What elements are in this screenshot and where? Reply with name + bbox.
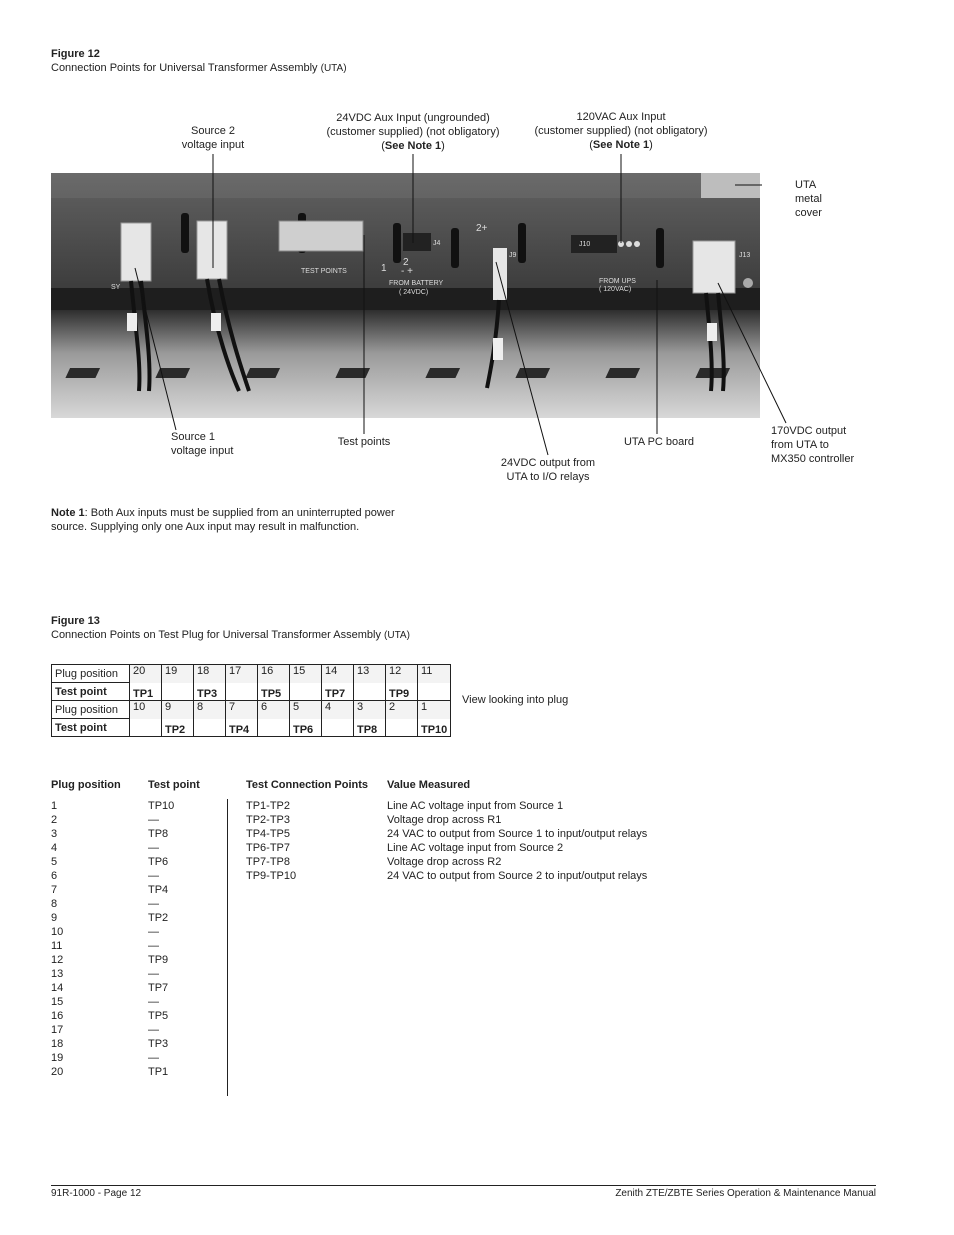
list-item-position: 2 xyxy=(51,814,58,826)
board-j4-text: J4 xyxy=(433,240,441,247)
top-tests-cell: TP9 xyxy=(386,683,418,701)
footer-right: Zenith ZTE/ZBTE Series Operation & Maintenance Manual xyxy=(615,1188,876,1199)
list-divider xyxy=(227,799,228,1096)
list-item-position: 5 xyxy=(51,856,58,868)
top-positions-cell: 15 xyxy=(290,665,322,683)
footer-left: 91R-1000 - Page 12 xyxy=(51,1188,142,1199)
list-item-value: Voltage drop across R2 xyxy=(387,856,502,868)
list-item-point: TP4 xyxy=(148,884,169,896)
list-values xyxy=(387,799,647,883)
list-item-position: 19 xyxy=(51,1052,64,1064)
board-test-points-text: TEST POINTS xyxy=(301,268,347,275)
list-connections xyxy=(246,799,296,883)
list-points xyxy=(148,799,174,1079)
list-item-value: Voltage drop across R1 xyxy=(387,814,502,826)
plug-position-label: Plug position xyxy=(52,665,130,683)
callout-pc-board: UTA PC board xyxy=(623,436,695,448)
callout-out24: 24VDC output from UTA to I/O relays xyxy=(500,457,596,483)
list-item-value: 24 VAC to output from Source 2 to input/output relays xyxy=(387,870,648,882)
callout-aux120: 120VAC Aux Input (customer supplied) (not obligatory) (See Note 1) xyxy=(534,111,708,151)
list-item-position: 8 xyxy=(51,898,58,910)
list-item-value: Line AC voltage input from Source 1 xyxy=(387,800,564,812)
callout-out170: 170VDC output from UTA to MX350 controller xyxy=(771,425,855,465)
board-ups-v-text: ( 120VAC) xyxy=(599,286,632,293)
test-point-label: Test point xyxy=(52,683,130,701)
list-item-connection: TP4-TP5 xyxy=(246,828,291,840)
callout-test-points: Test points xyxy=(337,436,391,448)
bottom-tests-cell: TP6 xyxy=(290,719,322,737)
top-positions-cell: 18 xyxy=(194,665,226,683)
bottom-tests-cell: TP8 xyxy=(354,719,386,737)
list-item-point: TP7 xyxy=(148,982,169,994)
top-positions-cell: 14 xyxy=(322,665,354,683)
list-item-point: — xyxy=(148,842,159,854)
bottom-tests-cell: TP10 xyxy=(418,719,451,737)
top-tests-cell xyxy=(418,683,451,701)
callout-source1: Source 1 voltage input xyxy=(171,431,234,457)
note-1: Note 1: Both Aux inputs must be supplied from an uninterrupted power source. Supplying only one Aux input may result in malfunction. xyxy=(51,507,395,533)
plug-row-bottom-tests xyxy=(52,719,451,737)
list-item-point: — xyxy=(148,814,159,826)
list-item-point: — xyxy=(148,898,159,910)
header-test-connection-points: Test Connection Points xyxy=(246,779,369,791)
callout-aux24: 24VDC Aux Input (ungrounded) (customer supplied) (not obligatory) (See Note 1) xyxy=(326,112,500,152)
bottom-positions-cell: 3 xyxy=(354,701,386,719)
top-positions-cell: 11 xyxy=(418,665,451,683)
top-tests-cell: TP3 xyxy=(194,683,226,701)
plug-grid xyxy=(51,664,451,737)
top-tests-cell: TP7 xyxy=(322,683,354,701)
bottom-positions-cell: 1 xyxy=(418,701,451,719)
board-sy-text: SY xyxy=(111,284,121,291)
bottom-tests-cell xyxy=(386,719,418,737)
plug-row-bottom-positions xyxy=(52,701,451,719)
list-item-point: — xyxy=(148,1052,159,1064)
list-item-position: 16 xyxy=(51,1010,64,1022)
bottom-positions-cell: 5 xyxy=(290,701,322,719)
board-pin1-text: 1 xyxy=(381,263,387,274)
top-positions-cell: 16 xyxy=(258,665,290,683)
list-item-position: 1 xyxy=(51,800,58,812)
list-item-position: 11 xyxy=(51,940,63,952)
plug-position-label: Plug position xyxy=(52,701,130,719)
top-positions-cell: 20 xyxy=(130,665,162,683)
list-item-point: TP3 xyxy=(148,1038,169,1050)
list-item-point: — xyxy=(148,1024,159,1036)
list-item-point: TP2 xyxy=(148,912,169,924)
top-positions-cell: 19 xyxy=(162,665,194,683)
list-item-position: 4 xyxy=(51,842,58,854)
plug-row-top-tests xyxy=(52,683,451,701)
bottom-positions-cell: 6 xyxy=(258,701,290,719)
header-value-measured: Value Measured xyxy=(387,779,471,791)
test-point-label: Test point xyxy=(52,719,130,737)
header-test-point: Test point xyxy=(148,779,200,791)
figure-13-title: Figure 13 xyxy=(51,615,100,627)
list-item-point: — xyxy=(148,940,159,952)
list-item-point: — xyxy=(148,870,159,882)
list-item-position: 13 xyxy=(51,968,64,980)
list-item-connection: TP6-TP7 xyxy=(246,842,291,854)
plug-row-top-positions xyxy=(52,665,451,683)
top-tests-cell xyxy=(226,683,258,701)
board-pin2plus-text: 2+ xyxy=(476,223,488,234)
top-tests-cell: TP1 xyxy=(130,683,162,701)
board-j13-text: J13 xyxy=(739,252,751,259)
bottom-positions-cell: 4 xyxy=(322,701,354,719)
bottom-tests-cell: TP2 xyxy=(162,719,194,737)
bottom-positions-cell: 2 xyxy=(386,701,418,719)
bottom-positions-cell: 9 xyxy=(162,701,194,719)
list-positions xyxy=(51,799,63,1079)
top-tests-cell xyxy=(290,683,322,701)
board-j10-text: J10 xyxy=(579,241,591,248)
callout-uta-cover: UTA metal cover xyxy=(795,179,822,219)
list-item-position: 9 xyxy=(51,912,58,924)
top-tests-cell: TP5 xyxy=(258,683,290,701)
list-item-position: 14 xyxy=(51,982,64,994)
figure-12-title: Figure 12 xyxy=(51,48,100,60)
top-tests-cell xyxy=(162,683,194,701)
figure-12-caption: Connection Points for Universal Transformer Assembly (UTA) xyxy=(51,62,347,74)
board-battery-v-text: ( 24VDC) xyxy=(399,289,429,296)
top-positions-cell: 17 xyxy=(226,665,258,683)
board-from-ups-text: FROM UPS xyxy=(599,278,636,285)
list-item-position: 20 xyxy=(51,1066,64,1078)
top-positions-cell: 12 xyxy=(386,665,418,683)
list-item-position: 12 xyxy=(51,954,64,966)
figure-13-caption: Connection Points on Test Plug for Universal Transformer Assembly (UTA) xyxy=(51,629,410,641)
list-item-connection: TP7-TP8 xyxy=(246,856,291,868)
top-positions-cell: 13 xyxy=(354,665,386,683)
bottom-tests-cell xyxy=(258,719,290,737)
bottom-positions-cell: 10 xyxy=(130,701,162,719)
list-item-position: 7 xyxy=(51,884,58,896)
list-item-position: 17 xyxy=(51,1024,64,1036)
bottom-tests-cell xyxy=(322,719,354,737)
list-item-position: 6 xyxy=(51,870,58,882)
top-tests-cell xyxy=(354,683,386,701)
list-item-connection: TP9-TP10 xyxy=(246,870,297,882)
list-item-point: TP5 xyxy=(148,1010,169,1022)
bottom-positions-cell: 7 xyxy=(226,701,258,719)
list-item-point: TP1 xyxy=(148,1066,169,1078)
board-j9-text: J9 xyxy=(509,252,517,259)
board-polarity-text: - + xyxy=(401,266,413,277)
footer-rule xyxy=(51,1185,876,1186)
list-item-point: — xyxy=(148,926,159,938)
list-item-point: TP9 xyxy=(148,954,169,966)
board-from-battery-text: FROM BATTERY xyxy=(389,280,444,287)
list-item-point: TP8 xyxy=(148,828,169,840)
list-item-point: — xyxy=(148,968,159,980)
bottom-tests-cell: TP4 xyxy=(226,719,258,737)
bottom-positions-cell: 8 xyxy=(194,701,226,719)
list-item-value: Line AC voltage input from Source 2 xyxy=(387,842,564,854)
list-item-point: TP6 xyxy=(148,856,169,868)
callout-source2: Source 2 voltage input xyxy=(181,125,245,151)
list-item-position: 15 xyxy=(51,996,64,1008)
list-item-position: 18 xyxy=(51,1038,64,1050)
list-item-point: — xyxy=(148,996,159,1008)
plug-view-note: View looking into plug xyxy=(462,694,569,706)
list-item-point: TP10 xyxy=(148,800,175,812)
board-pin2-text: 2 xyxy=(403,257,409,268)
bottom-tests-cell xyxy=(194,719,226,737)
list-item-position: 3 xyxy=(51,828,58,840)
list-item-value: 24 VAC to output from Source 1 to input/output relays xyxy=(387,828,648,840)
header-plug-position: Plug position xyxy=(51,779,121,791)
list-item-connection: TP2-TP3 xyxy=(246,814,291,826)
list-item-connection: TP1-TP2 xyxy=(246,800,291,812)
bottom-tests-cell xyxy=(130,719,162,737)
list-item-position: 10 xyxy=(51,926,64,938)
